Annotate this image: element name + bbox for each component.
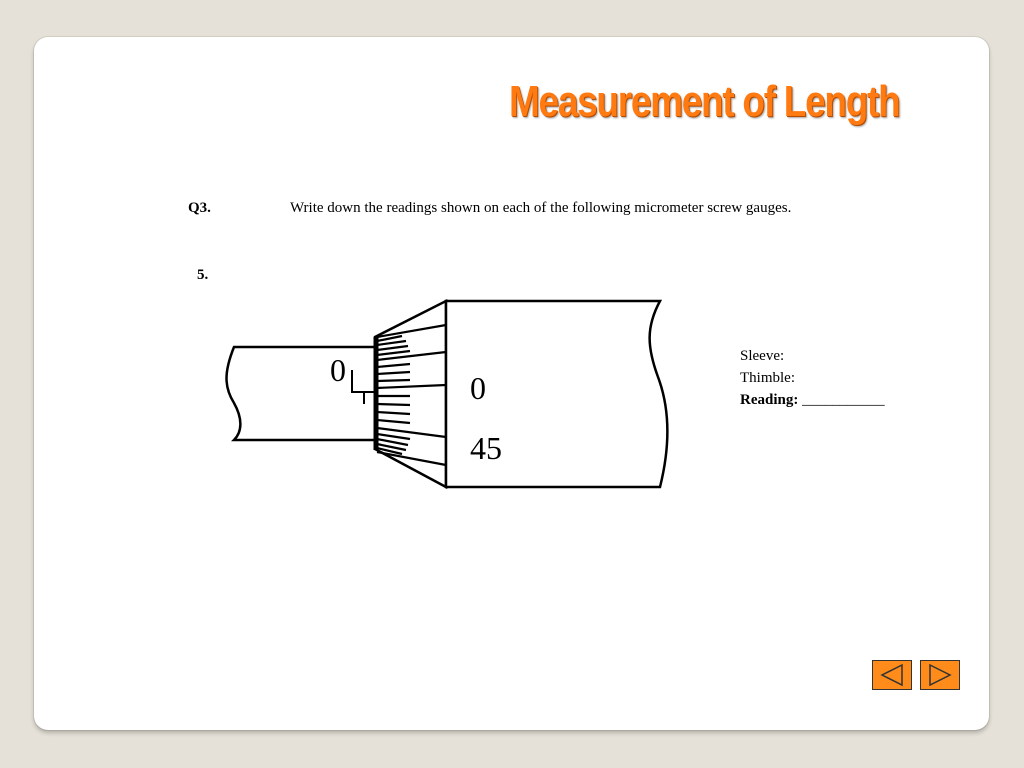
thimble-answer-label: Thimble: — [740, 370, 795, 386]
question-text: Write down the readings shown on each of the following micrometer screw gauges. — [290, 200, 792, 216]
triangle-left-icon — [873, 661, 911, 689]
item-number: 5. — [197, 267, 209, 283]
slide-panel — [34, 37, 989, 730]
triangle-right-icon — [921, 661, 959, 689]
sleeve-body — [227, 347, 378, 440]
reading-answer-label: Reading: — [740, 392, 799, 408]
next-slide-button[interactable] — [920, 660, 960, 690]
page-title: Measurement of Length — [509, 77, 900, 126]
previous-slide-button[interactable] — [872, 660, 912, 690]
thimble-tick — [377, 380, 410, 381]
sleeve-zero-label: 0 — [330, 352, 346, 388]
answer-block — [740, 345, 885, 411]
thimble-45-label: 45 — [470, 430, 502, 466]
sleeve-answer-label: Sleeve: — [740, 348, 785, 364]
reading-answer-row — [740, 389, 885, 411]
question-number: Q3. — [188, 200, 211, 216]
thimble-tick — [377, 404, 410, 405]
reading-answer-blank[interactable]: ___________ — [802, 392, 885, 408]
thimble-zero-label: 0 — [470, 370, 486, 406]
